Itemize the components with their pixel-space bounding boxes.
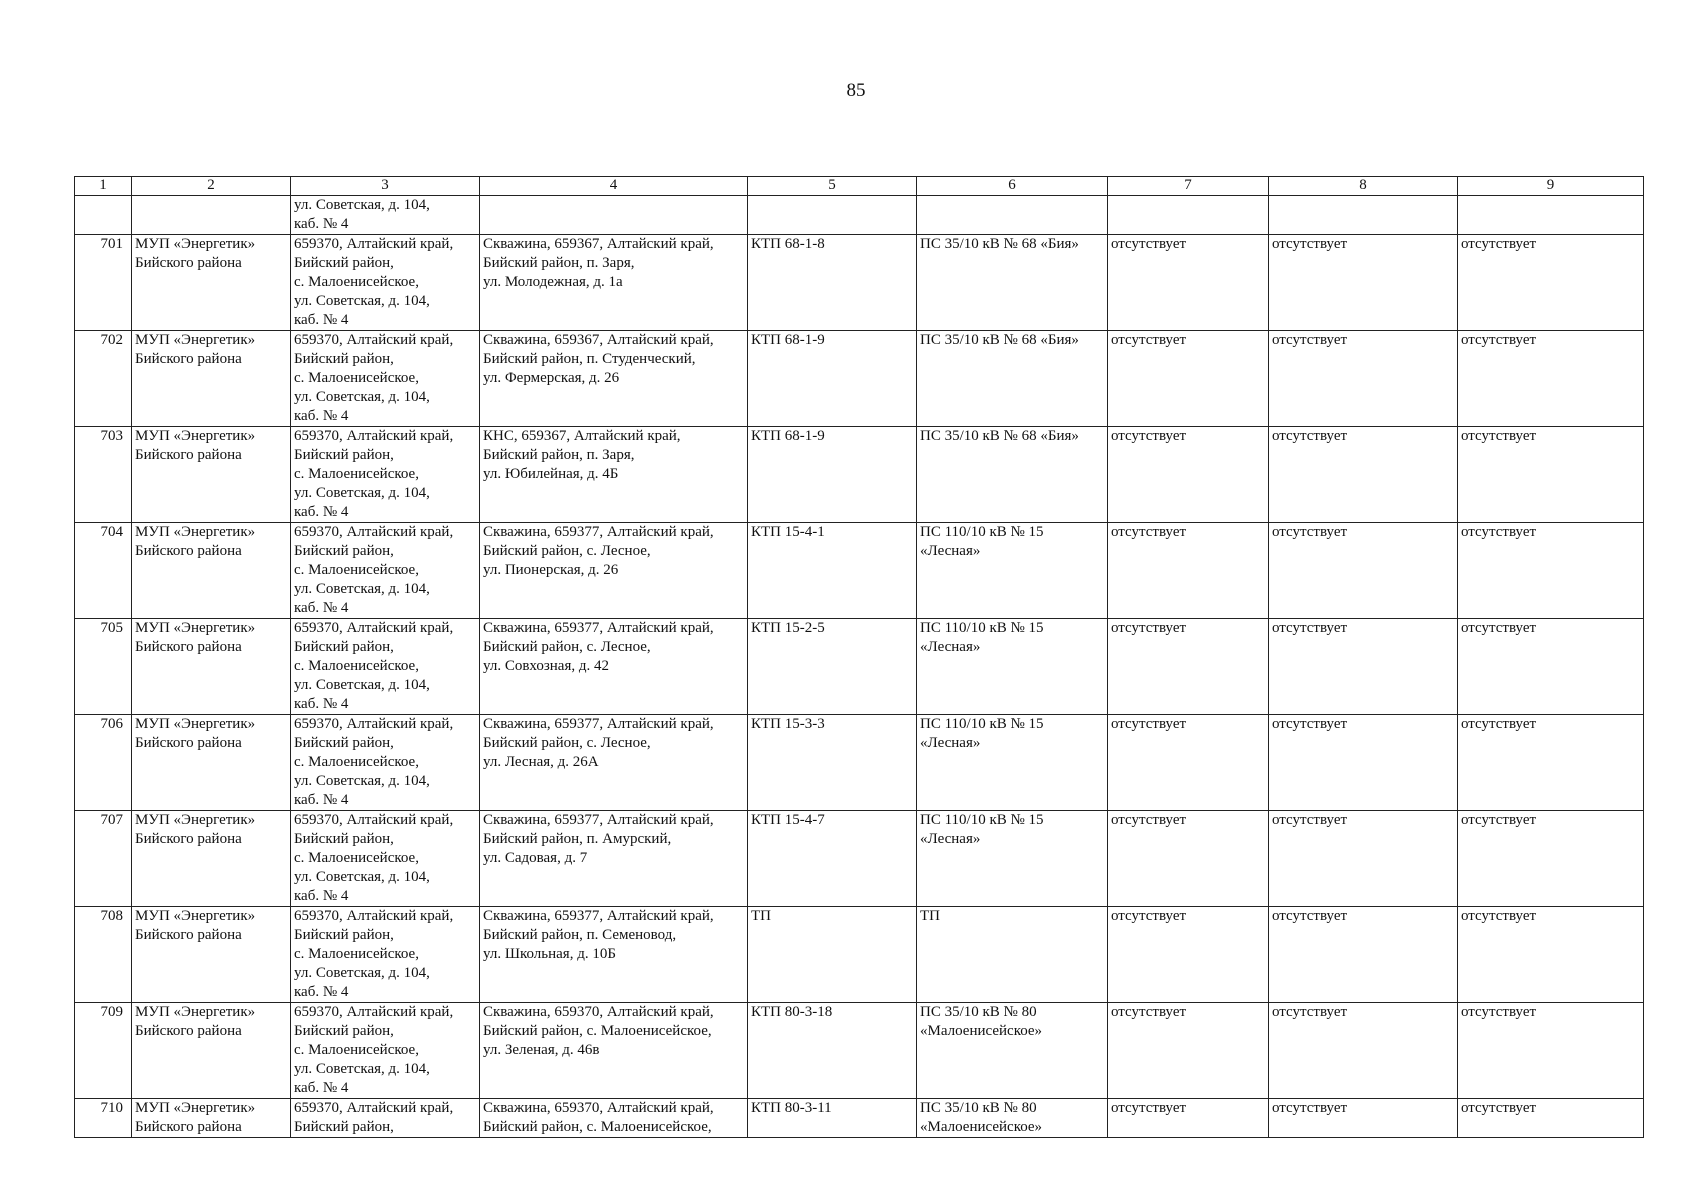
cell-object: [480, 715, 748, 811]
address-line: ул. Советская, д. 104,: [294, 293, 430, 309]
object-line: Скважина, 659367, Алтайский край,: [483, 236, 714, 252]
cell-organization: [132, 907, 291, 1003]
organization-line: МУП «Энергетик»: [135, 236, 256, 252]
object-line: Бийский район, с. Малоенисейское,: [483, 1119, 712, 1135]
cell-organization: [132, 523, 291, 619]
cell-empty: [1458, 196, 1644, 235]
address-line: с. Малоенисейское,: [294, 466, 419, 482]
address-line: Бийский район,: [294, 447, 394, 463]
address-line: 659370, Алтайский край,: [294, 524, 454, 540]
object-line: КНС, 659367, Алтайский край,: [483, 428, 681, 444]
cell-number: 706: [75, 715, 132, 811]
table-row: [75, 619, 1644, 715]
cell-col9: отсутствует: [1458, 331, 1644, 427]
cell-organization: [132, 811, 291, 907]
cell-transformer: КТП 15-2-5: [748, 619, 917, 715]
address-line: каб. № 4: [294, 888, 349, 904]
cell-col8: отсутствует: [1269, 715, 1458, 811]
substation-line: «Малоенисейское»: [920, 1023, 1043, 1039]
address-line: с. Малоенисейское,: [294, 562, 419, 578]
cell-col9: отсутствует: [1458, 619, 1644, 715]
object-line: Скважина, 659377, Алтайский край,: [483, 812, 714, 828]
cell-col9: отсутствует: [1458, 1003, 1644, 1099]
object-line: Бийский район, с. Лесное,: [483, 639, 651, 655]
object-line: Бийский район, с. Лесное,: [483, 735, 651, 751]
cell-organization: [132, 235, 291, 331]
cell-address: [291, 523, 480, 619]
table-row: [75, 427, 1644, 523]
column-header: 7: [1108, 177, 1269, 196]
address-line: с. Малоенисейское,: [294, 850, 419, 866]
object-line: ул. Юбилейная, д. 4Б: [483, 466, 619, 482]
cell-address: [291, 331, 480, 427]
cell-col8: отсутствует: [1269, 523, 1458, 619]
table-row: [75, 1003, 1644, 1099]
organization-line: Бийского района: [135, 351, 242, 367]
cell-empty: [75, 196, 132, 235]
cell-substation: [917, 715, 1108, 811]
address-line: Бийский район,: [294, 543, 394, 559]
cell-col7: отсутствует: [1108, 715, 1269, 811]
address-line: каб. № 4: [294, 1080, 349, 1096]
organization-line: Бийского района: [135, 1119, 242, 1135]
address-line: 659370, Алтайский край,: [294, 332, 454, 348]
cell-object: [480, 427, 748, 523]
cell-address: [291, 235, 480, 331]
cell-address: [291, 811, 480, 907]
substation-line: «Лесная»: [920, 639, 981, 655]
column-header: 9: [1458, 177, 1644, 196]
registry-table: [74, 176, 1644, 1138]
column-header: 1: [75, 177, 132, 196]
continuation-row: [75, 196, 1644, 235]
address-line: каб. № 4: [294, 408, 349, 424]
object-line: Бийский район, п. Семеновод,: [483, 927, 677, 943]
organization-line: Бийского района: [135, 1023, 242, 1039]
cell-col7: отсутствует: [1108, 331, 1269, 427]
cell-col9: отсутствует: [1458, 1099, 1644, 1138]
cell-col9: отсутствует: [1458, 427, 1644, 523]
column-header: 5: [748, 177, 917, 196]
address-line: ул. Советская, д. 104,: [294, 677, 430, 693]
cell-address: [291, 619, 480, 715]
page-number: 85: [846, 80, 866, 101]
substation-line: «Лесная»: [920, 543, 981, 559]
cell-substation: [917, 907, 1108, 1003]
substation-line: «Лесная»: [920, 831, 981, 847]
cell-substation: [917, 811, 1108, 907]
address-line: Бийский район,: [294, 351, 394, 367]
object-line: ул. Фермерская, д. 26: [483, 370, 620, 386]
cell-address: [291, 196, 480, 235]
substation-line: ПС 110/10 кВ № 15: [920, 620, 1044, 636]
organization-line: Бийского района: [135, 639, 242, 655]
address-line: с. Малоенисейское,: [294, 274, 419, 290]
cell-object: [480, 235, 748, 331]
organization-line: Бийского района: [135, 831, 242, 847]
address-line: с. Малоенисейское,: [294, 370, 419, 386]
cell-col8: отсутствует: [1269, 1003, 1458, 1099]
organization-line: Бийского района: [135, 735, 242, 751]
cell-number: 710: [75, 1099, 132, 1138]
organization-line: МУП «Энергетик»: [135, 428, 256, 444]
cell-object: [480, 1003, 748, 1099]
cell-organization: [132, 331, 291, 427]
address-line: Бийский район,: [294, 255, 394, 271]
cell-number: 702: [75, 331, 132, 427]
address-line: Бийский район,: [294, 735, 394, 751]
cell-col7: отсутствует: [1108, 235, 1269, 331]
object-line: ул. Садовая, д. 7: [483, 850, 588, 866]
cell-address: [291, 1099, 480, 1138]
object-line: ул. Школьная, д. 10Б: [483, 946, 616, 962]
substation-line: ПС 110/10 кВ № 15: [920, 716, 1044, 732]
cell-col8: отсутствует: [1269, 427, 1458, 523]
table-row: [75, 907, 1644, 1003]
cell-empty: [1269, 196, 1458, 235]
address-line: с. Малоенисейское,: [294, 1042, 419, 1058]
address-line: с. Малоенисейское,: [294, 946, 419, 962]
cell-substation: [917, 1099, 1108, 1138]
address-line: 659370, Алтайский край,: [294, 1100, 454, 1116]
address-line: Бийский район,: [294, 831, 394, 847]
cell-col9: отсутствует: [1458, 715, 1644, 811]
table-row: [75, 715, 1644, 811]
cell-object: [480, 1099, 748, 1138]
substation-line: ПС 110/10 кВ № 15: [920, 812, 1044, 828]
address-line: каб. № 4: [294, 984, 349, 1000]
address-line: 659370, Алтайский край,: [294, 1004, 454, 1020]
column-header: 4: [480, 177, 748, 196]
cell-number: 709: [75, 1003, 132, 1099]
cell-object: [480, 331, 748, 427]
cell-transformer: КТП 15-4-7: [748, 811, 917, 907]
address-line: ул. Советская, д. 104,: [294, 1061, 430, 1077]
object-line: ул. Зеленая, д. 46в: [483, 1042, 600, 1058]
cell-substation: [917, 331, 1108, 427]
cell-transformer: КТП 68-1-8: [748, 235, 917, 331]
address-line: ул. Советская, д. 104,: [294, 869, 430, 885]
organization-line: Бийского района: [135, 255, 242, 271]
object-line: Бийский район, с. Лесное,: [483, 543, 651, 559]
object-line: ул. Молодежная, д. 1а: [483, 274, 623, 290]
address-line: ул. Советская, д. 104,: [294, 581, 430, 597]
cell-col7: отсутствует: [1108, 1099, 1269, 1138]
object-line: Скважина, 659370, Алтайский край,: [483, 1100, 714, 1116]
address-line: Бийский район,: [294, 639, 394, 655]
address-line: 659370, Алтайский край,: [294, 812, 454, 828]
substation-line: «Лесная»: [920, 735, 981, 751]
cell-col8: отсутствует: [1269, 907, 1458, 1003]
address-line: ул. Советская, д. 104,: [294, 197, 430, 213]
cell-transformer: КТП 15-3-3: [748, 715, 917, 811]
address-line: ул. Советская, д. 104,: [294, 485, 430, 501]
object-line: Скважина, 659377, Алтайский край,: [483, 908, 714, 924]
address-line: Бийский район,: [294, 927, 394, 943]
cell-object: [480, 523, 748, 619]
organization-line: Бийского района: [135, 543, 242, 559]
cell-address: [291, 907, 480, 1003]
column-header: 3: [291, 177, 480, 196]
object-line: Бийский район, п. Заря,: [483, 447, 635, 463]
cell-col8: отсутствует: [1269, 619, 1458, 715]
column-number-row: [75, 177, 1644, 196]
address-line: каб. № 4: [294, 792, 349, 808]
object-line: ул. Совхозная, д. 42: [483, 658, 609, 674]
cell-transformer: КТП 80-3-18: [748, 1003, 917, 1099]
cell-substation: [917, 427, 1108, 523]
cell-address: [291, 1003, 480, 1099]
cell-col9: отсутствует: [1458, 523, 1644, 619]
address-line: каб. № 4: [294, 216, 349, 232]
cell-organization: [132, 427, 291, 523]
address-line: каб. № 4: [294, 504, 349, 520]
cell-empty: [917, 196, 1108, 235]
substation-line: ПС 35/10 кВ № 80: [920, 1100, 1037, 1116]
address-line: ул. Советская, д. 104,: [294, 965, 430, 981]
cell-number: 701: [75, 235, 132, 331]
organization-line: МУП «Энергетик»: [135, 524, 256, 540]
column-header: 6: [917, 177, 1108, 196]
object-line: Бийский район, п. Амурский,: [483, 831, 672, 847]
cell-organization: [132, 1003, 291, 1099]
cell-number: 703: [75, 427, 132, 523]
cell-object: [480, 811, 748, 907]
table-row: [75, 811, 1644, 907]
cell-organization: [132, 715, 291, 811]
cell-object: [480, 619, 748, 715]
cell-address: [291, 715, 480, 811]
address-line: каб. № 4: [294, 696, 349, 712]
column-header: 2: [132, 177, 291, 196]
address-line: Бийский район,: [294, 1023, 394, 1039]
object-line: Скважина, 659377, Алтайский край,: [483, 524, 714, 540]
organization-line: МУП «Энергетик»: [135, 716, 256, 732]
cell-col8: отсутствует: [1269, 811, 1458, 907]
cell-address: [291, 427, 480, 523]
substation-line: ПС 110/10 кВ № 15: [920, 524, 1044, 540]
cell-substation: [917, 523, 1108, 619]
address-line: 659370, Алтайский край,: [294, 716, 454, 732]
object-line: Скважина, 659377, Алтайский край,: [483, 620, 714, 636]
address-line: ул. Советская, д. 104,: [294, 389, 430, 405]
cell-col7: отсутствует: [1108, 1003, 1269, 1099]
object-line: Бийский район, п. Заря,: [483, 255, 635, 271]
substation-line: ПС 35/10 кВ № 68 «Бия»: [920, 428, 1079, 444]
address-line: 659370, Алтайский край,: [294, 428, 454, 444]
address-line: Бийский район,: [294, 1119, 394, 1135]
organization-line: МУП «Энергетик»: [135, 1004, 256, 1020]
table-row: [75, 235, 1644, 331]
cell-col7: отсутствует: [1108, 619, 1269, 715]
cell-col7: отсутствует: [1108, 523, 1269, 619]
cell-col9: отсутствует: [1458, 811, 1644, 907]
organization-line: Бийского района: [135, 447, 242, 463]
object-line: Скважина, 659370, Алтайский край,: [483, 1004, 714, 1020]
object-line: ул. Лесная, д. 26А: [483, 754, 599, 770]
substation-line: ПС 35/10 кВ № 68 «Бия»: [920, 332, 1079, 348]
cell-transformer: КТП 68-1-9: [748, 331, 917, 427]
cell-col7: отсутствует: [1108, 907, 1269, 1003]
address-line: с. Малоенисейское,: [294, 754, 419, 770]
cell-col8: отсутствует: [1269, 235, 1458, 331]
address-line: с. Малоенисейское,: [294, 658, 419, 674]
address-line: ул. Советская, д. 104,: [294, 773, 430, 789]
cell-substation: [917, 1003, 1108, 1099]
object-line: Бийский район, п. Студенческий,: [483, 351, 696, 367]
object-line: Скважина, 659377, Алтайский край,: [483, 716, 714, 732]
cell-col9: отсутствует: [1458, 235, 1644, 331]
table-row: [75, 331, 1644, 427]
cell-col8: отсутствует: [1269, 1099, 1458, 1138]
cell-object: [480, 907, 748, 1003]
organization-line: МУП «Энергетик»: [135, 620, 256, 636]
object-line: Скважина, 659367, Алтайский край,: [483, 332, 714, 348]
cell-empty: [480, 196, 748, 235]
cell-number: 707: [75, 811, 132, 907]
address-line: каб. № 4: [294, 312, 349, 328]
cell-number: 705: [75, 619, 132, 715]
cell-transformer: КТП 80-3-11: [748, 1099, 917, 1138]
object-line: Бийский район, с. Малоенисейское,: [483, 1023, 712, 1039]
column-header: 8: [1269, 177, 1458, 196]
cell-number: 708: [75, 907, 132, 1003]
organization-line: МУП «Энергетик»: [135, 812, 256, 828]
cell-substation: [917, 235, 1108, 331]
address-line: 659370, Алтайский край,: [294, 236, 454, 252]
table-row: [75, 523, 1644, 619]
cell-substation: [917, 619, 1108, 715]
organization-line: МУП «Энергетик»: [135, 1100, 256, 1116]
cell-empty: [748, 196, 917, 235]
address-line: каб. № 4: [294, 600, 349, 616]
cell-transformer: КТП 68-1-9: [748, 427, 917, 523]
table-row: [75, 1099, 1644, 1138]
cell-col8: отсутствует: [1269, 331, 1458, 427]
organization-line: МУП «Энергетик»: [135, 332, 256, 348]
cell-transformer: КТП 15-4-1: [748, 523, 917, 619]
cell-organization: [132, 619, 291, 715]
organization-line: МУП «Энергетик»: [135, 908, 256, 924]
address-line: 659370, Алтайский край,: [294, 620, 454, 636]
cell-empty: [132, 196, 291, 235]
cell-transformer: ТП: [748, 907, 917, 1003]
organization-line: Бийского района: [135, 927, 242, 943]
cell-number: 704: [75, 523, 132, 619]
substation-line: «Малоенисейское»: [920, 1119, 1043, 1135]
substation-line: ПС 35/10 кВ № 80: [920, 1004, 1037, 1020]
substation-line: ТП: [920, 908, 940, 924]
cell-empty: [1108, 196, 1269, 235]
cell-col9: отсутствует: [1458, 907, 1644, 1003]
object-line: ул. Пионерская, д. 26: [483, 562, 619, 578]
cell-organization: [132, 1099, 291, 1138]
address-line: 659370, Алтайский край,: [294, 908, 454, 924]
substation-line: ПС 35/10 кВ № 68 «Бия»: [920, 236, 1079, 252]
cell-col7: отсутствует: [1108, 811, 1269, 907]
cell-col7: отсутствует: [1108, 427, 1269, 523]
